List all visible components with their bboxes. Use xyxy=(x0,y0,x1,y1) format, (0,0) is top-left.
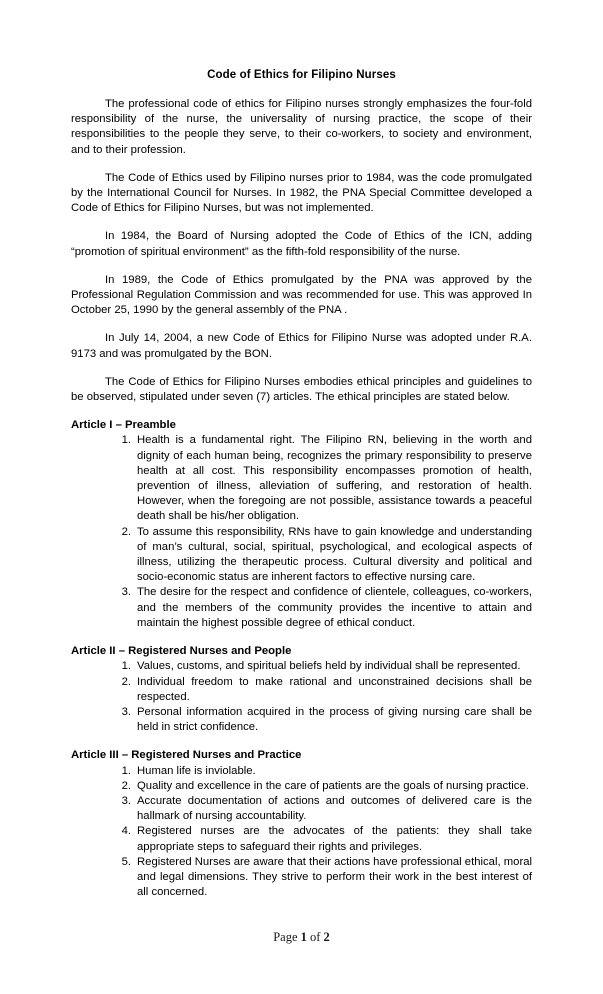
footer-middle: of xyxy=(306,930,324,944)
article-section-1 xyxy=(71,418,532,631)
footer-prefix: Page xyxy=(273,930,301,944)
list-item-text: The desire for the respect and confidence of clientele, colleagues, co-workers, and the members of the community provides the incentive to attain and maintain the highest possible degree of ethical conduct. xyxy=(137,586,532,629)
list-item-text: Individual freedom to make rational and unconstrained decisions shall be respected. xyxy=(137,675,532,703)
article-heading-2: Article II – Registered Nurses and People xyxy=(71,645,292,658)
article-heading-1: Article I – Preamble xyxy=(71,419,176,432)
article-list-1 xyxy=(71,433,532,631)
intro-paragraph-2: The Code of Ethics used by Filipino nurses prior to 1984, was the code promulgated by the International Council for Nurses. In 1982, the PNA Special Committee developed a Code of Ethics for Filipino Nurses, but was not implemented. xyxy=(71,171,532,215)
intro-paragraph-3: In 1984, the Board of Nursing adopted the Code of Ethics of the ICN, adding “promotion of spiritual environment” as the fifth-fold responsibility of the nurse. xyxy=(71,230,532,258)
list-item-text: Human life is inviolable. xyxy=(137,764,256,777)
list-item-text: Personal information acquired in the process of giving nursing care shall be held in strict confidence. xyxy=(137,705,532,734)
article-list-3 xyxy=(71,764,532,901)
list-item xyxy=(120,824,532,854)
intro-paragraph-5: In July 14, 2004, a new Code of Ethics for Filipino Nurse was adopted under R.A. 9173 and was promulgated by the BON. xyxy=(71,332,532,360)
intro-paragraph-1: The professional code of ethics for Filipino nurses strongly emphasizes the four-fold responsibility of the nurse, the universality of nursing practice, the scope of their responsibilities to the people they serve, to their co-workers, to society and environment, and to their profession. xyxy=(71,98,532,156)
list-item xyxy=(120,585,532,631)
document-body xyxy=(71,68,532,913)
list-item xyxy=(120,855,532,901)
article-list-2 xyxy=(71,659,532,735)
page-title: Code of Ethics for Filipino Nurses xyxy=(207,69,396,81)
intro-paragraph-6: The Code of Ethics for Filipino Nurses embodies ethical principles and guidelines to be observed, stipulated under seven (7) articles. The ethical principles are stated below. xyxy=(71,375,532,404)
list-item-text: Health is a fundamental right. The Filipino RN, believing in the worth and dignity of each human being, recognizes the primary responsibility to preserve health at all cost. This responsibility encompasses promotion of health, prevention of illness, alleviation of suffering, and restoration of health. However, when the foregoing are not possible, assistance towards a peaceful death shall be his/her obligation. xyxy=(137,434,532,523)
list-item-text: Registered nurses are the advocates of the patients: they shall take appropriate steps to safeguard their rights and privileges. xyxy=(137,825,532,853)
list-item-text: Quality and excellence in the care of patients are the goals of nursing practice. xyxy=(137,779,529,792)
footer-current-page: 1 xyxy=(300,930,307,944)
footer-total-pages: 2 xyxy=(323,930,330,944)
list-item-text: To assume this responsibility, RNs have to gain knowledge and understanding of man’s cultural, social, spiritual, psychological, and ecological aspects of illness, utilizing the therapeutic process. Cultural diversity and political and socio-economic status are inherent factors to effective nursing care. xyxy=(137,525,532,584)
article-section-3 xyxy=(71,748,532,900)
list-item xyxy=(120,659,532,674)
list-item xyxy=(120,764,532,779)
list-item xyxy=(120,525,532,586)
list-item-text: Registered Nurses are aware that their actions have professional ethical, moral and legal dimensions. They strive to perform their work in the best interest of all concerned. xyxy=(137,855,532,899)
intro-paragraph-4: In 1989, the Code of Ethics promulgated by the PNA was approved by the Professional Regulation Commission and was recommended for use. This was approved In October 25, 1990 by the general assembly of the PNA . xyxy=(71,273,532,317)
article-heading-3: Article III – Registered Nurses and Practice xyxy=(71,749,302,762)
list-item xyxy=(120,794,532,824)
list-item xyxy=(120,675,532,705)
list-item xyxy=(120,705,532,735)
article-section-2 xyxy=(71,644,532,735)
list-item xyxy=(120,779,532,794)
list-item-text: Accurate documentation of actions and outcomes of delivered care is the hallmark of nursing accountability. xyxy=(137,794,532,823)
list-item xyxy=(120,433,532,524)
page-footer xyxy=(0,929,603,945)
list-item-text: Values, customs, and spiritual beliefs held by individual shall be represented. xyxy=(137,660,521,673)
